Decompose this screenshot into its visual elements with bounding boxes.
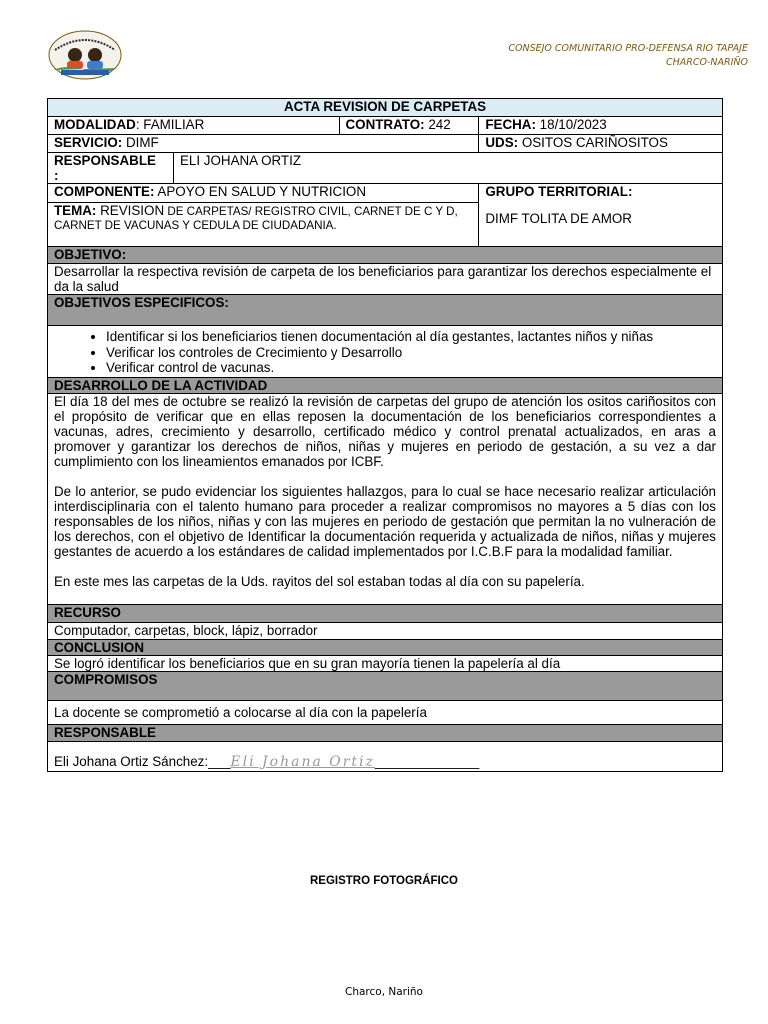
objetivos-especificos-list [54, 329, 716, 376]
objetivo-especifico-item: • Identificar si los beneficiarios tienen documentación al día gestantes, lactantes niños y niñas [106, 329, 716, 345]
objetivo-heading: OBJETIVO: [48, 247, 723, 264]
objetivos-especificos-cell [48, 326, 723, 378]
fecha-label: FECHA: [485, 117, 536, 132]
objetivos-especificos-heading: OBJETIVOS ESPECIFICOS: [48, 295, 723, 326]
tema-value-rest: DE CARPETAS/ REGISTRO CIVIL, CARNET DE C Y D, CARNET DE VACUNAS Y CEDULA DE CIUDADANIA. [54, 205, 458, 232]
grupo-territorial-cell [479, 184, 723, 247]
tema-value-big: REVISION [96, 203, 165, 218]
contrato-cell [339, 117, 479, 135]
acta-table [47, 98, 723, 772]
componente-value: APOYO EN SALUD Y NUTRICION [154, 184, 367, 199]
desarrollo-paragraph-1: El día 18 del mes de octubre se realizó la revisión de carpetas del grupo de atención los ositos cariñositos con el propósito de verificar que en ellas reposen la documentación de los beneficiarios correspondientes a vacunas, adres, crecimiento y desarrollo, certificado médico y control prenatal actualizados, en aras a promover y garantizar los derechos de niños, niñas y mujeres en periodo de gestación, a su vez a dar cumplimiento con los lineamientos emanados por ICBF. [54, 393, 716, 469]
recurso-heading: RECURSO [48, 604, 723, 622]
compromisos-heading: COMPROMISOS [48, 671, 723, 700]
modalidad-label: MODALIDAD [54, 117, 136, 132]
organization-logo [47, 28, 123, 80]
componente-cell [48, 184, 479, 203]
objetivo-especifico-item: • Verificar los controles de Crecimiento y Desarrollo [106, 345, 716, 361]
grupo-territorial-label: GRUPO TERRITORIAL: [485, 184, 633, 199]
desarrollo-heading: DESARROLLO DE LA ACTIVIDAD [48, 377, 723, 393]
responsable-label-cell [48, 153, 174, 184]
servicio-cell [48, 135, 479, 153]
fecha-value: 18/10/2023 [535, 117, 607, 132]
responsable-heading: RESPONSABLE [48, 724, 723, 741]
modalidad-value: : FAMILIAR [135, 117, 205, 132]
organization-name: CONSEJO COMUNITARIO PRO-DEFENSA RIO TAPAJE [508, 43, 748, 54]
desarrollo-paragraph-3: En este mes las carpetas de la Uds. rayitos del sol estaban todas al día con su papelería. [54, 573, 585, 589]
conclusion-text: Se logró identificar los beneficiarios que en su gran mayoría tienen la papelería al día [48, 655, 723, 671]
uds-label: UDS: [485, 135, 519, 150]
acta-title: ACTA REVISION DE CARPETAS [48, 99, 723, 117]
organization-header [508, 42, 748, 70]
recurso-text: Computador, carpetas, block, lápiz, borrador [48, 622, 723, 639]
responsable-name: Eli Johana Ortiz Sánchez: [54, 753, 209, 769]
objetivo-especifico-item: • Verificar control de vacunas. [106, 360, 716, 376]
fecha-cell [479, 117, 723, 135]
modalidad-cell [48, 117, 340, 135]
tema-label: TEMA: [54, 203, 97, 218]
signature-line-tail: ______________ [374, 753, 480, 769]
responsable-signature-cell [48, 741, 723, 771]
signature-line-lead: ___ [208, 753, 231, 769]
responsable-value: ELI JOHANA ORTIZ [173, 153, 722, 184]
responsable-colon: : [54, 168, 59, 183]
contrato-value: 242 [424, 117, 451, 132]
componente-label: COMPONENTE: [54, 184, 155, 199]
responsable-label: RESPONSABLE [54, 153, 156, 168]
contrato-label: CONTRATO: [345, 117, 425, 132]
desarrollo-paragraph-2: De lo anterior, se pudo evidenciar los siguientes hallazgos, para lo cual se hace necesario realizar articulación interdisciplinaria con el talento humano para proceder a realizar compromisos no mayores a 5 días con los responsables de los niños, niñas y con las mujeres en periodo de gestación que permitan la no vulneración de los derechos, con el objetivo de Identificar la documentación requerida y actualizada de niños, niñas y mujeres gestantes de acuerdo a los estándares de calidad implementados por I.C.B.F para la modalidad familiar. [54, 483, 716, 559]
uds-value: OSITOS CARIÑOSITOS [518, 135, 668, 150]
grupo-territorial-value: DIMF TOLITA DE AMOR [485, 211, 632, 226]
tema-cell [48, 203, 479, 247]
compromisos-text: La docente se comprometió a colocarse al día con la papelería [48, 700, 723, 724]
handwritten-signature: Eli Johana Ortiz [230, 753, 375, 770]
footer-location: Charco, Nariño [345, 986, 423, 998]
conclusion-heading: CONCLUSION [48, 639, 723, 655]
objetivo-text: Desarrollar la respectiva revisión de carpeta de los beneficiarios para garantizar los derechos especialmente el da la salud [48, 264, 723, 295]
servicio-value: DIMF [122, 135, 159, 150]
organization-location: CHARCO-NARIÑO [665, 57, 748, 68]
registro-fotografico-heading: REGISTRO FOTOGRÁFICO [309, 875, 458, 887]
servicio-label: SERVICIO: [54, 135, 123, 150]
desarrollo-cell [48, 393, 723, 604]
uds-cell [479, 135, 723, 153]
